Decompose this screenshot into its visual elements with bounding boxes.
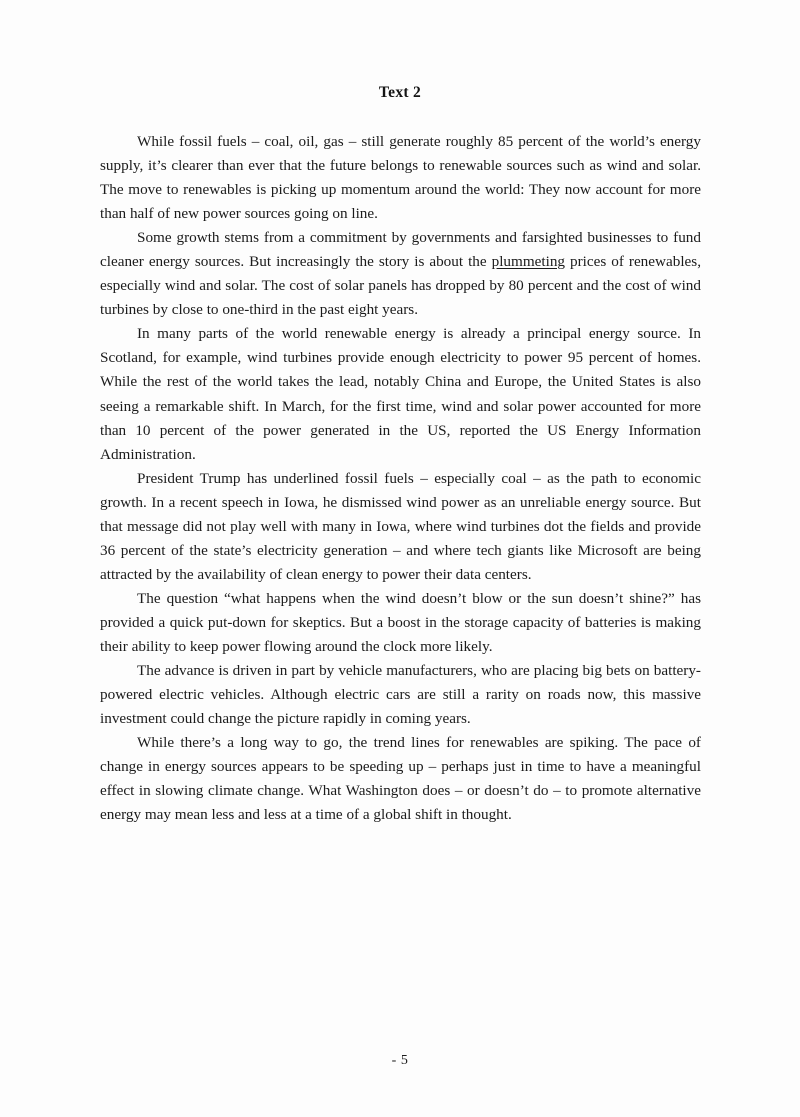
underlined-term: plummeting [491,253,566,271]
document-body [100,130,701,827]
page-number-footer: - 5 [391,1053,409,1068]
paragraph-text: The question “what happens when the wind doesn’t blow or the sun doesn’t shine?” has provided a quick put-down for skeptics. But a boost in the storage capacity of batteries is making their ability to keep power flowing around the clock more likely. [100,589,701,655]
body-paragraph [100,659,701,731]
body-paragraph [100,322,701,466]
body-paragraph [100,731,701,827]
paragraph-text: While fossil fuels – coal, oil, gas – still generate roughly 85 percent of the world’s energy supply, it’s clearer than ever that the future belongs to renewable sources such as wind and solar. The move to renewables is picking up momentum around the world: They now account for more than half of new power sources going on line. [100,133,701,223]
body-paragraph [100,587,701,659]
page-title: Text 2 [378,84,422,101]
paragraph-text: Some growth stems from a commitment by governments and farsighted businesses to fund cleaner energy sources. But increasingly the story is about the [100,229,701,271]
body-paragraph [100,226,701,322]
body-paragraph [100,467,701,587]
paragraph-text: The advance is driven in part by vehicle manufacturers, who are placing big bets on battery-powered electric vehicles. Although electric cars are still a rarity on roads now, this massive investment could change the picture rapidly in coming years. [100,662,701,728]
body-paragraph [100,130,701,226]
paragraph-text: While there’s a long way to go, the trend lines for renewables are spiking. The pace of change in energy sources appears to be speeding up – perhaps just in time to have a meaningful effect in slowing climate change. What Washington does – or doesn’t do – to promote alternative energy may mean less and less at a time of a global shift in thought. [100,734,701,824]
paragraph-text: prices of renewables, especially wind and solar. The cost of solar panels has dropped by 80 percent and the cost of wind turbines by close to one-third in the past eight years. [100,253,701,319]
paragraph-text: President Trump has underlined fossil fuels – especially coal – as the path to economic growth. In a recent speech in Iowa, he dismissed wind power as an unreliable energy source. But that message did not play well with many in Iowa, where wind turbines dot the fields and provide 36 percent of the state’s electricity generation – and where tech giants like Microsoft are being attracted by the availability of clean energy to power their data centers. [100,469,701,583]
paragraph-text: In many parts of the world renewable energy is already a principal energy source. In Scotland, for example, wind turbines provide enough electricity to power 95 percent of homes. While the rest of the world takes the lead, notably China and Europe, the United States is also seeing a remarkable shift. In March, for the first time, wind and solar power accounted for more than 10 percent of the power generated in the US, reported the US Energy Information Administration. [100,325,701,463]
